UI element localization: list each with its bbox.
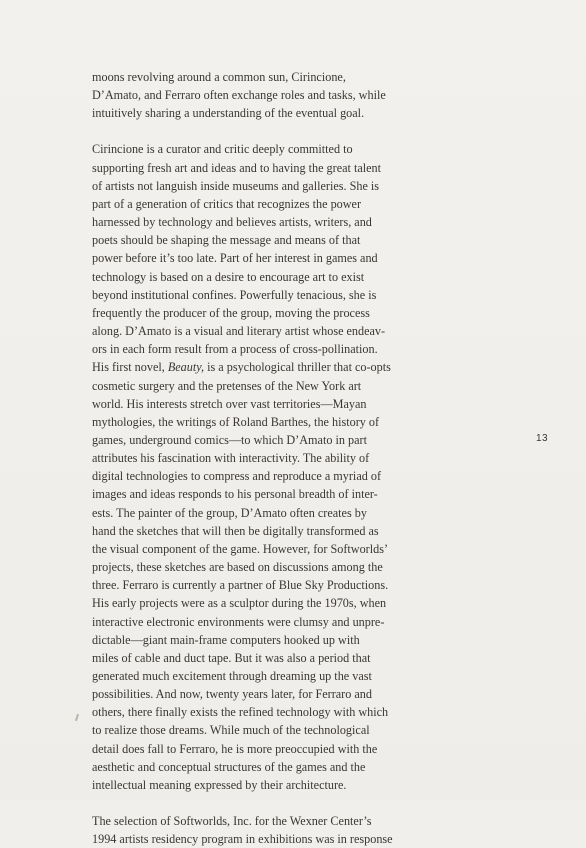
text-line: possibilities. And now, twenty years later, for Ferraro and — [92, 687, 372, 702]
text-line: ors in each form result from a process of cross-pollination. — [92, 342, 378, 357]
text-line: harnessed by technology and believes artists, writers, and — [92, 215, 372, 230]
book-title-italic: Beauty, — [167, 360, 205, 375]
text-line: hand the sketches that will then be digitally transformed as — [92, 523, 379, 538]
text-line: world. His interests stretch over vast territories—Mayan — [92, 396, 367, 411]
text-line: detail does fall to Ferraro, he is more preoccupied with the — [92, 741, 378, 756]
text-fragment: His first novel, — [92, 360, 168, 375]
text-line: poets should be shaping the message and means of that — [92, 233, 361, 248]
text-line: intuitively sharing a understanding of the eventual goal. — [92, 106, 365, 121]
text-line: cosmetic surgery and the pretenses of the New York art — [92, 378, 362, 393]
paragraph-3 — [92, 812, 393, 848]
text-line: games, underground comics—to which D’Amato in part — [92, 432, 367, 447]
text-line: 1994 artists residency program in exhibitions was in response — [92, 832, 393, 847]
text-line: D’Amato, and Ferraro often exchange roles and tasks, while — [92, 88, 386, 103]
text-line: the visual component of the game. However, for Softworlds’ — [92, 541, 388, 556]
text-line: ests. The painter of the group, D’Amato often creates by — [92, 505, 367, 520]
text-line: supporting fresh art and ideas and to having the great talent — [92, 160, 382, 175]
text-line: power before it’s too late. Part of her interest in games and — [92, 251, 378, 266]
text-line: intellectual meaning expressed by their architecture. — [92, 777, 347, 792]
text-line: projects, these sketches are based on discussions among the — [92, 560, 383, 575]
text-line: interactive electronic environments were clumsy and unpre- — [92, 614, 385, 629]
text-line: others, there finally exists the refined technology with which — [92, 705, 389, 720]
text-line-with-title — [92, 358, 391, 376]
text-line: technology is based on a desire to encourage art to exist — [92, 269, 365, 284]
text-line: miles of cable and duct tape. But it was also a period that — [92, 650, 371, 665]
text-fragment: is a psychological thriller that co-opts — [204, 360, 391, 375]
text-line: Cirincione is a curator and critic deeply committed to — [92, 142, 353, 157]
text-line: dictable—giant main-frame computers hooked up with — [92, 632, 360, 647]
text-line: attributes his fascination with interactivity. The ability of — [92, 451, 370, 466]
paragraph-spacer — [92, 794, 388, 812]
text-line: The selection of Softworlds, Inc. for the Wexner Center’s — [92, 814, 372, 829]
paragraph-1 — [92, 68, 388, 122]
text-line: digital technologies to compress and reproduce a myriad of — [92, 469, 382, 484]
text-line: His early projects were as a sculptor during the 1970s, when — [92, 596, 387, 611]
text-line: three. Ferraro is currently a partner of Blue Sky Productions. — [92, 578, 389, 593]
paper-mark — [75, 714, 79, 721]
text-line: along. D’Amato is a visual and literary artist whose endeav- — [92, 324, 386, 339]
paragraph-2 — [92, 140, 391, 794]
text-line: images and ideas responds to his personal breadth of inter- — [92, 487, 378, 502]
text-line: aesthetic and conceptual structures of the games and the — [92, 759, 366, 774]
text-line: to realize those dreams. While much of the technological — [92, 723, 370, 738]
paragraph-spacer — [92, 122, 388, 140]
text-line: beyond institutional confines. Powerfully tenacious, she is — [92, 287, 377, 302]
text-line: frequently the producer of the group, moving the process — [92, 305, 370, 320]
text-line: generated much excitement through dreaming up the vast — [92, 669, 372, 683]
text-line: moons revolving around a common sun, Cirincione, — [92, 70, 346, 84]
text-line: part of a generation of critics that recognizes the power — [92, 196, 362, 211]
page-number: 13 — [536, 433, 549, 444]
text-line: of artists not languish inside museums and galleries. She is — [92, 178, 380, 193]
body-text-column — [92, 68, 393, 848]
text-line: mythologies, the writings of Roland Barthes, the history of — [92, 414, 380, 429]
